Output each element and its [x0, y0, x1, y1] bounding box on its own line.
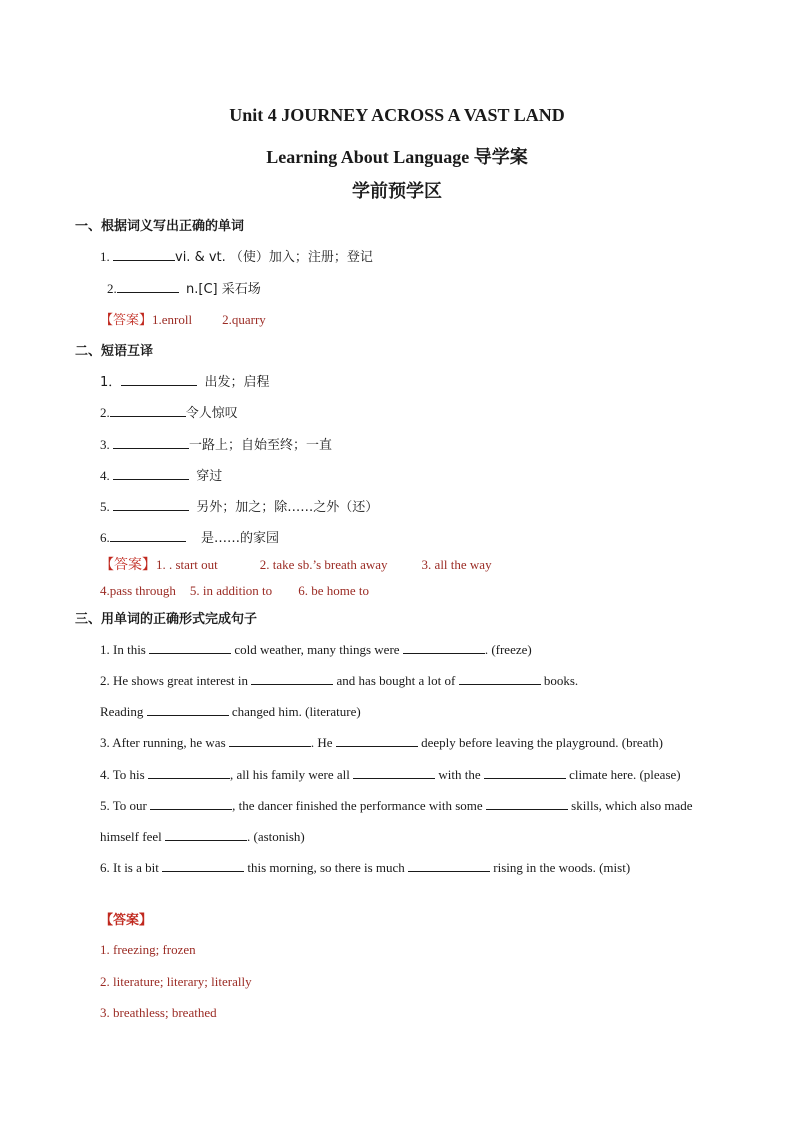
blank[interactable]	[113, 436, 189, 449]
s3-sentence-5: 5. To our , the dancer finished the performance with some skills, which also made	[100, 798, 693, 813]
blank[interactable]	[336, 734, 418, 747]
blank[interactable]	[110, 404, 186, 417]
s3-sentence-2b: Reading changed him. (literature)	[100, 704, 361, 719]
lesson-title: Learning About Language 导学案	[266, 147, 528, 167]
blank[interactable]	[486, 797, 568, 810]
s2-item-4: 4. 穿过	[100, 468, 223, 484]
section2-heading: 二、短语互译	[75, 344, 154, 359]
blank[interactable]	[459, 672, 541, 685]
s3-sentence-4: 4. To his , all his family were all with the climate here. (please)	[100, 767, 681, 782]
s2-answer-row2: 4.pass through 5. in addition to 6. be home to	[100, 583, 369, 598]
blank[interactable]	[121, 373, 197, 386]
blank[interactable]	[117, 280, 179, 293]
s1-answer: 【答案】1.enroll 2.quarry	[100, 312, 266, 328]
blank[interactable]	[162, 859, 244, 872]
s3-answer-2: 2. literature; literary; literally	[100, 974, 252, 989]
blank[interactable]	[229, 734, 311, 747]
s1-item-2: 2. n.[C] 采石场	[107, 281, 261, 297]
zone-title: 学前预学区	[352, 181, 442, 202]
blank[interactable]	[403, 641, 485, 654]
blank[interactable]	[484, 766, 566, 779]
blank[interactable]	[149, 641, 231, 654]
blank[interactable]	[147, 703, 229, 716]
s3-answer-1: 1. freezing; frozen	[100, 942, 196, 957]
s3-sentence-6: 6. It is a bit this morning, so there is much rising in the woods. (mist)	[100, 860, 631, 875]
s2-item-1: 1． 出发；启程	[100, 375, 270, 390]
s3-sentence-5b: himself feel . (astonish)	[100, 829, 305, 844]
s3-sentence-3: 3. After running, he was . He deeply before leaving the playground. (breath)	[100, 735, 663, 750]
section1-heading: 一、根据词义写出正确的单词	[75, 219, 245, 234]
blank[interactable]	[165, 828, 247, 841]
blank[interactable]	[148, 766, 230, 779]
blank[interactable]	[251, 672, 333, 685]
s3-answer-3: 3. breathless; breathed	[100, 1005, 217, 1020]
blank[interactable]	[408, 859, 490, 872]
s3-sentence-1: 1. In this cold weather, many things were . (freeze)	[100, 642, 532, 657]
s2-item-3: 3. 一路上；自始至终；一直	[100, 437, 333, 453]
blank[interactable]	[110, 529, 186, 542]
s3-sentence-2: 2. He shows great interest in and has bought a lot of books.	[100, 673, 579, 688]
blank[interactable]	[113, 498, 189, 511]
unit-title: Unit 4 JOURNEY ACROSS A VAST LAND	[229, 105, 565, 125]
section3-heading: 三、用单词的正确形式完成句子	[75, 612, 258, 627]
s3-answer-label: 【答案】	[100, 913, 153, 928]
s2-item-6: 6. 是……的家园	[100, 530, 280, 546]
blank[interactable]	[113, 467, 189, 480]
blank[interactable]	[150, 797, 232, 810]
blank[interactable]	[113, 248, 175, 261]
blank[interactable]	[353, 766, 435, 779]
s2-item-2: 2. 令人惊叹	[100, 405, 238, 421]
s2-item-5: 5. 另外；加之；除……之外（还）	[100, 499, 379, 515]
s2-answer-row1: 【答案】1. . start out 2. take sb.’s breath away 3. all the way	[100, 557, 492, 573]
s1-item-1: 1. vi. & vt. （使）加入；注册；登记	[100, 249, 373, 265]
